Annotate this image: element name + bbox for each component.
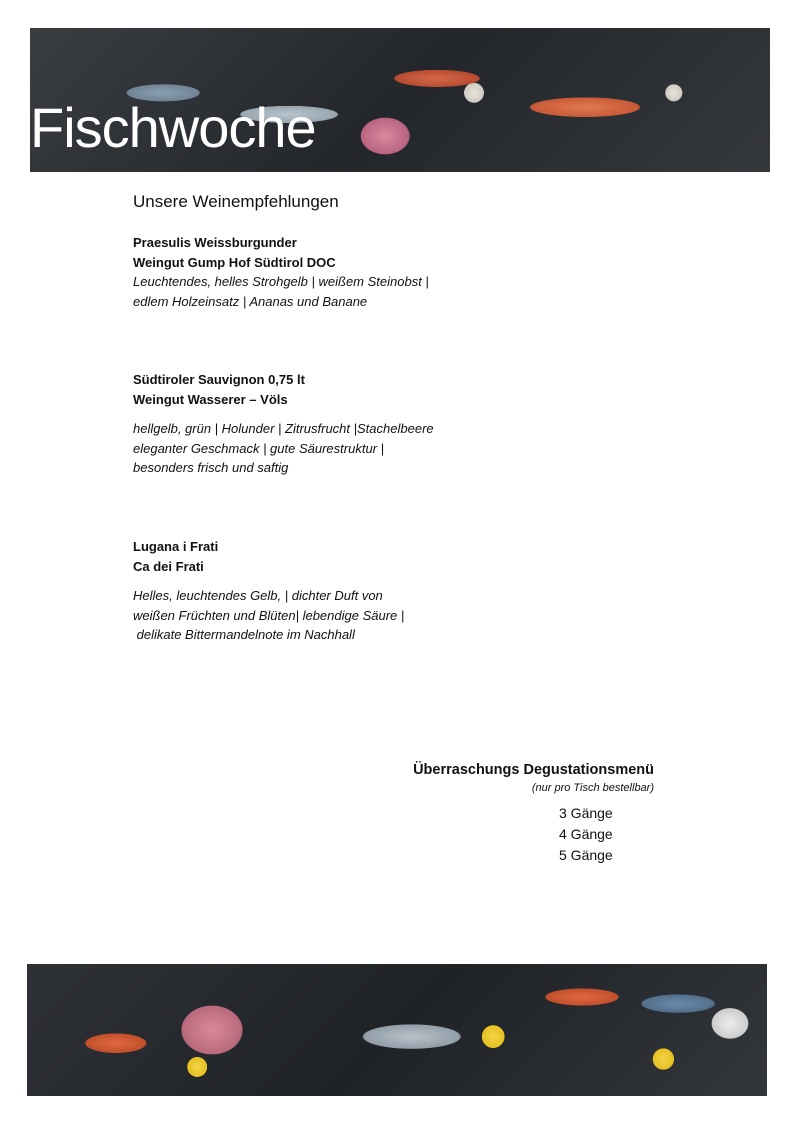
wine-entry: [133, 537, 404, 645]
tasting-menu-note: (nur pro Tisch bestellbar): [531, 782, 654, 794]
wine-note: hellgelb, grün | Holunder | Zitrusfrucht |Stachelbeere: [133, 421, 434, 436]
course-option: 4 Gänge: [559, 826, 613, 842]
tasting-menu: [380, 762, 654, 794]
tasting-menu-title: Überraschungs Degustationsmenü: [413, 762, 654, 778]
wine-producer: Weingut Wasserer – Völs: [133, 391, 288, 407]
page-title: Fischwoche: [30, 96, 316, 159]
wine-name: Südtiroler Sauvignon 0,75 lt: [133, 372, 305, 387]
wine-name: Praesulis Weissburgunder: [133, 235, 297, 250]
wine-note: delikate Bittermandelnote im Nachhall: [133, 627, 355, 642]
wine-producer: Weingut Gump Hof Südtirol DOC: [133, 254, 336, 270]
wine-name: Lugana i Frati: [133, 539, 219, 554]
course-option: 5 Gänge: [559, 847, 613, 863]
wine-producer: Ca dei Frati: [133, 558, 204, 574]
section-heading: Unsere Weinempfehlungen: [133, 192, 339, 211]
wine-note: eleganter Geschmack | gute Säurestruktur |: [133, 440, 384, 456]
wine-note: edlem Holzeinsatz | Ananas und Banane: [133, 293, 368, 309]
wine-note: Helles, leuchtendes Gelb, | dichter Duft von: [133, 588, 383, 603]
wine-note: Leuchtendes, helles Strohgelb | weißem Steinobst |: [133, 274, 429, 289]
wine-note: weißen Früchten und Blüten| lebendige Säure |: [133, 607, 405, 623]
wine-entry: [133, 233, 429, 311]
seafood-footer-image: [27, 964, 767, 1096]
wine-entry: [133, 370, 434, 478]
wine-note: besonders frisch und saftig: [133, 460, 289, 475]
course-option: 3 Gänge: [559, 805, 613, 821]
seafood-header-image: [30, 28, 770, 172]
